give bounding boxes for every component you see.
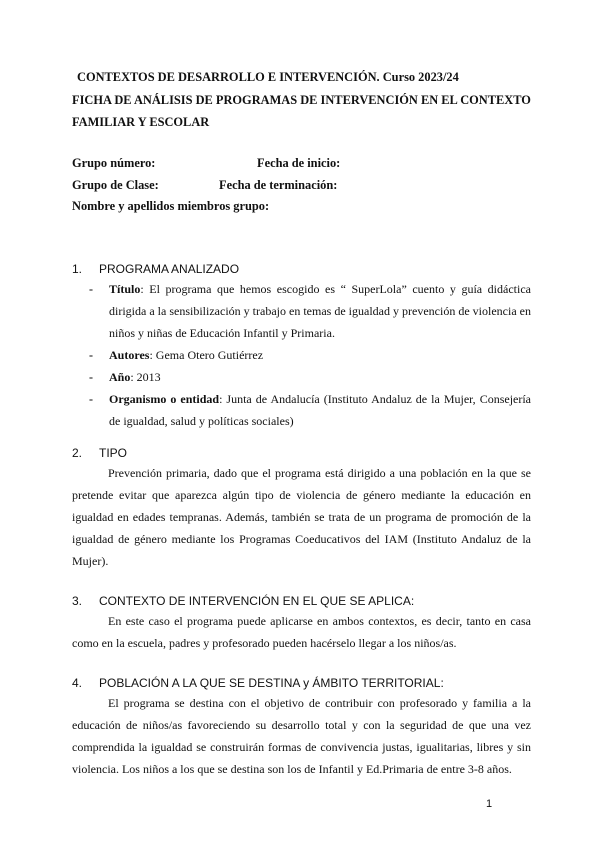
section-number: 4. [72,676,83,690]
item-text: : Gema Otero Gutiérrez [149,348,264,362]
section-heading [72,676,444,690]
section-title: PROGRAMA ANALIZADO [99,262,240,276]
section-title: TIPO [99,446,128,460]
item-label: Año [109,370,131,384]
section-paragraph: En este caso el programa puede aplicarse en ambos contextos, es decir, tanto en casa como en la escuela, padres y profesorado pueden hacérselo llegar a los niños/as. [72,614,531,650]
item-label: Autores [109,348,150,362]
bullet-dash: - [89,392,93,406]
list-item [89,344,531,366]
item-text: : 2013 [130,370,161,384]
start-date-label: Fecha de inicio: [257,156,341,170]
item-text: : Junta de Andalucía (Instituto Andaluz de la Mujer, Consejería de igualdad, salud y políticas sociales) [109,392,532,428]
section-heading [72,446,127,460]
list-item [89,366,531,388]
form-title-line1: FICHA DE ANÁLISIS DE PROGRAMAS DE INTERVENCIÓN EN EL CONTEXTO [72,93,531,107]
bullet-dash: - [89,370,93,384]
section-number: 1. [72,262,83,276]
bullet-dash: - [89,348,93,362]
page-number: 1 [486,798,493,810]
section-title: POBLACIÓN A LA QUE SE DESTINA y ÁMBITO TERRITORIAL: [99,676,444,690]
section-heading [72,594,414,608]
form-title-line2: FAMILIAR Y ESCOLAR [72,115,210,129]
list-item [89,278,531,344]
item-label: Organismo o entidad [109,392,220,406]
group-number-label: Grupo número: [72,156,156,170]
section-paragraph: El programa se destina con el objetivo de contribuir con profesorado y familia a la educación de niños/as favoreciendo su desarrollo total y con la seguridad de que una vez comprendida la igualdad se construirán formas de convivencia justas, igualitarias, libres y sin violencia. Los niños a los que se destina son los de Infantil y Ed.Primaria de entre 3-8 años. [72,696,531,776]
list-item [89,388,531,432]
section-number: 2. [72,446,83,460]
end-date-label: Fecha de terminación: [219,178,338,192]
section-bullets [89,278,531,432]
class-group-label: Grupo de Clase: [72,178,159,192]
members-label: Nombre y apellidos miembros grupo: [72,199,270,213]
item-label: Título [109,282,141,296]
item-text: : El programa que hemos escogido es “ SuperLola” cuento y guía didáctica dirigida a la sensibilización y trabajo en temas de igualdad y prevención de violencia en niños y niñas de Educación Infantil y Primaria. [109,282,531,340]
course-header: CONTEXTOS DE DESARROLLO E INTERVENCIÓN. Curso 2023/24 [77,70,459,84]
section-paragraph: Prevención primaria, dado que el programa está dirigido a una población en la que se pretende evitar que aparezca algún tipo de violencia de género mediante la educación en igualdad en edades tempranas. Además, también se trata de un programa de promoción de la igualdad de género mediante los Programas Coeducativos del IAM (Instituto Andaluz de la Mujer). [72,466,531,568]
section-number: 3. [72,594,83,608]
section-heading [72,262,239,276]
section-title: CONTEXTO DE INTERVENCIÓN EN EL QUE SE APLICA: [99,594,415,608]
bullet-dash: - [89,282,93,296]
